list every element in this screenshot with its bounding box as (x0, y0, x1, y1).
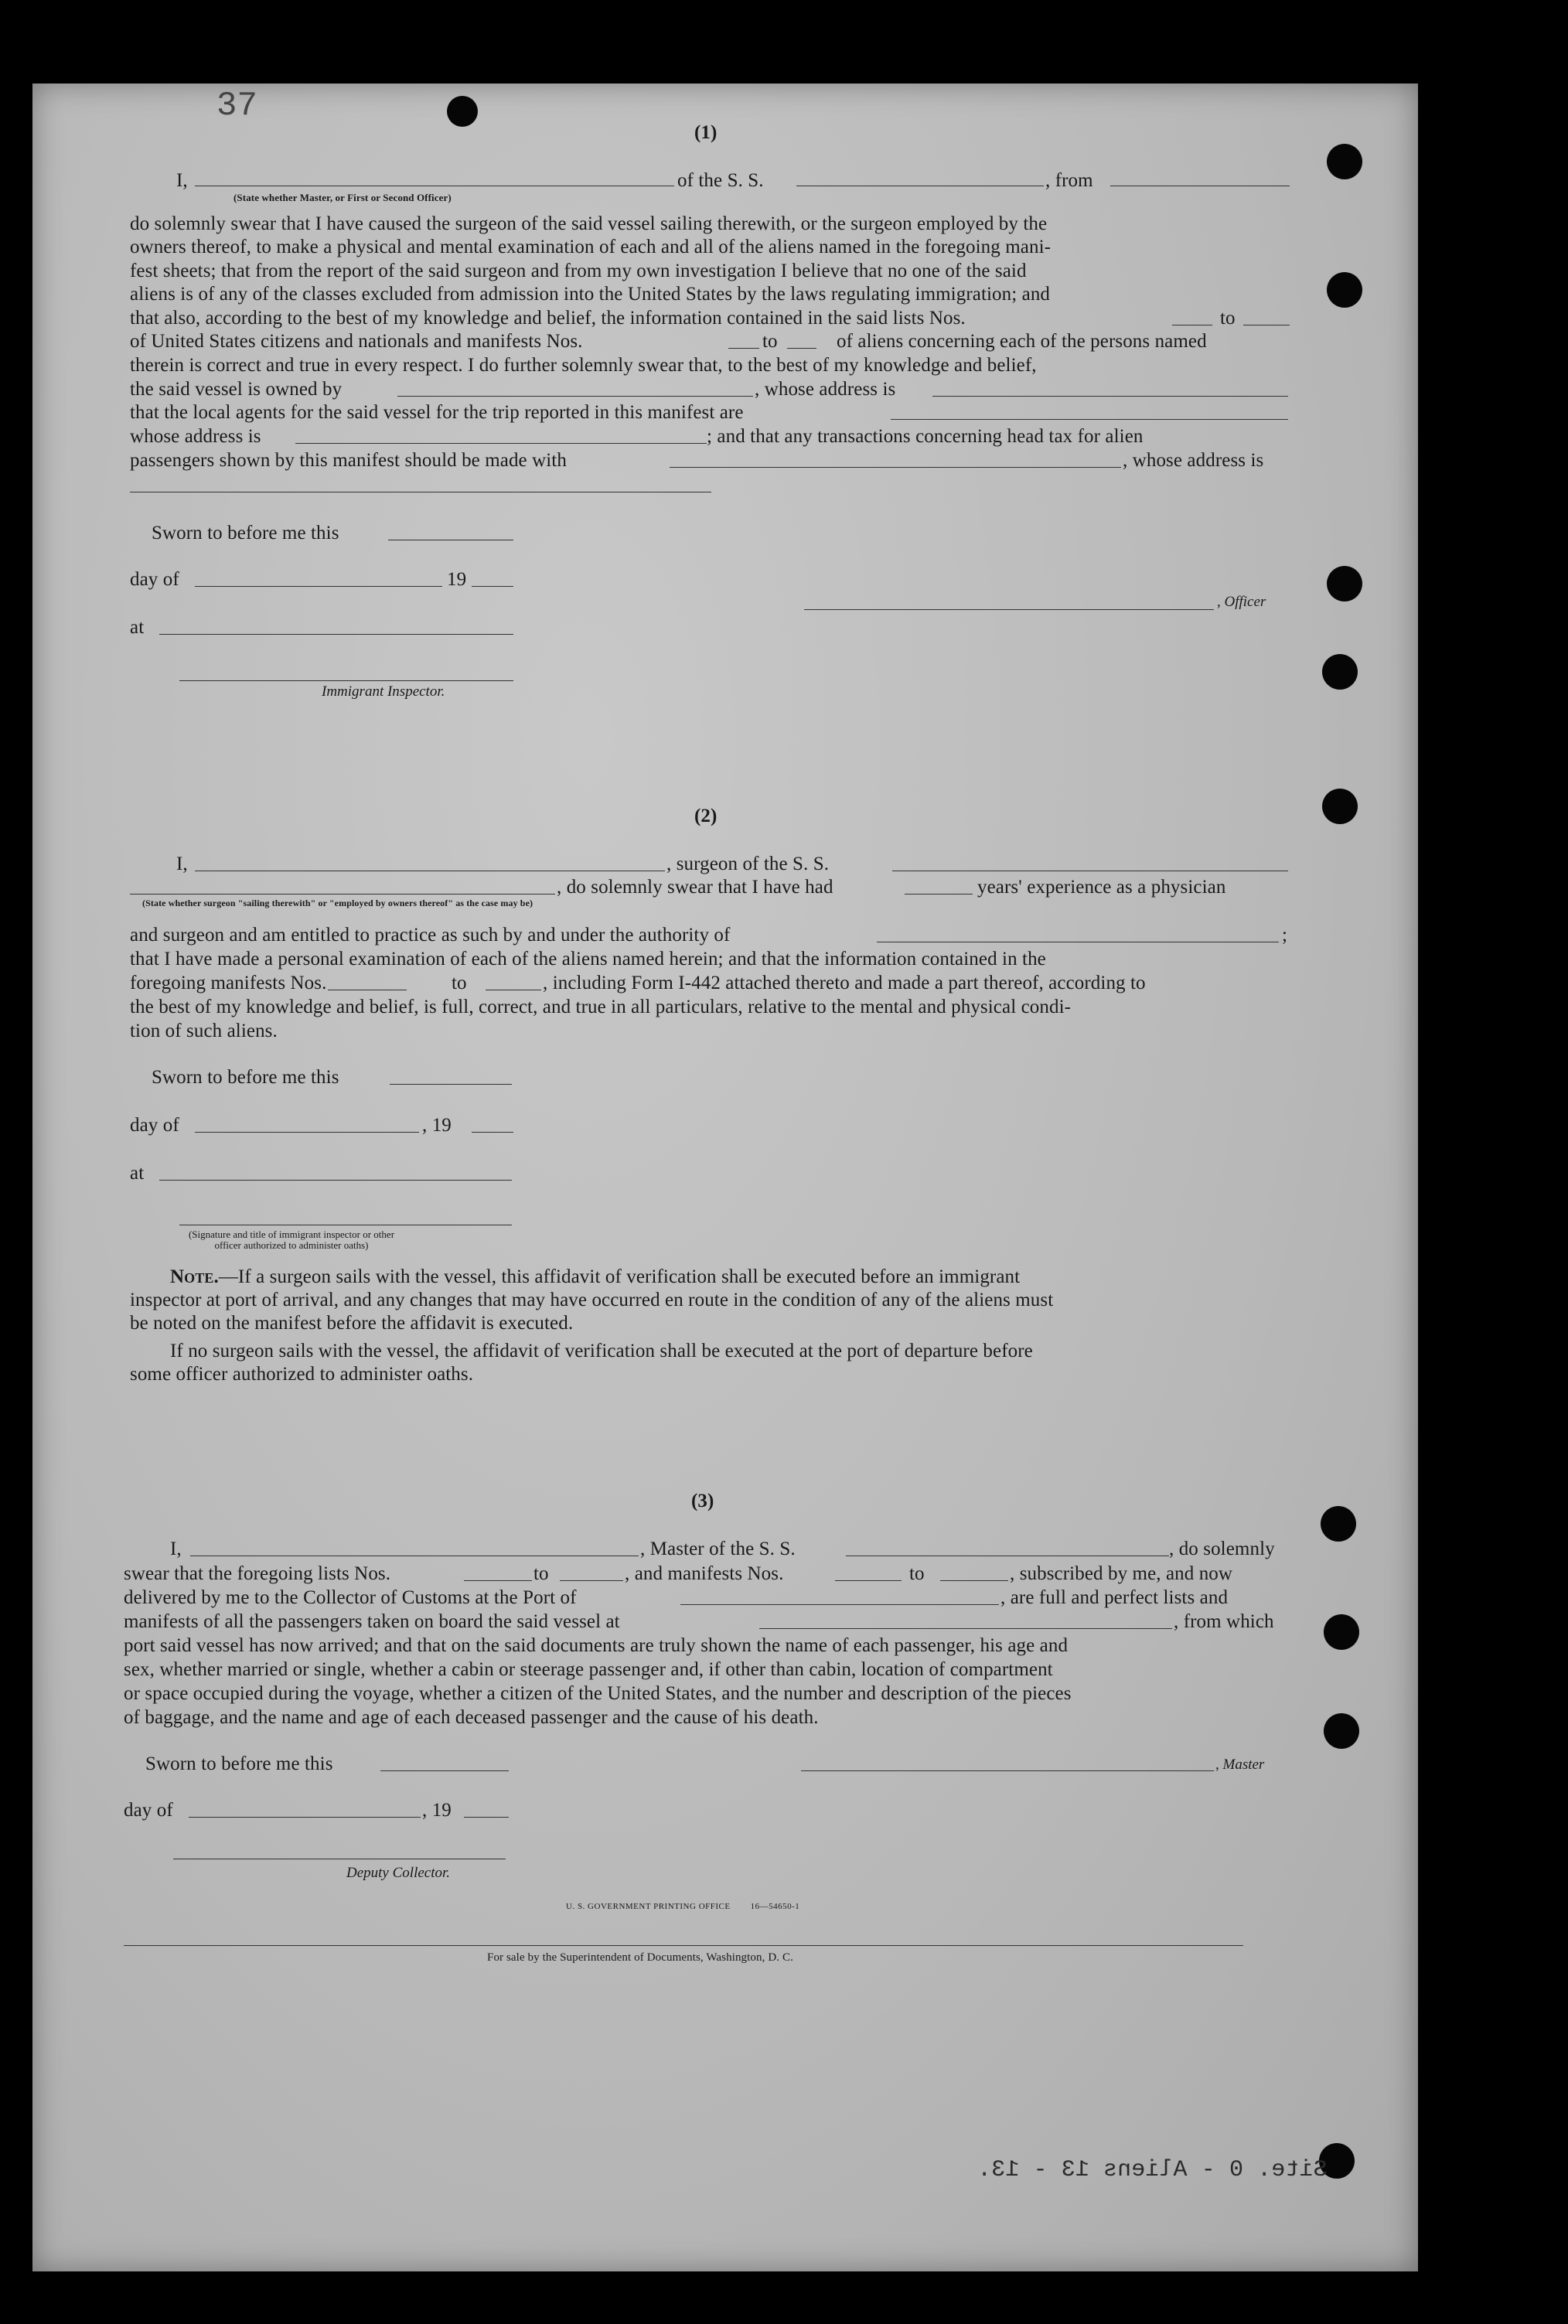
section-2-day-line (195, 1132, 419, 1133)
s3-lists-from-line (464, 1580, 532, 1581)
archive-stamp: Site. 0 - Aliens 13 - 13. (977, 2157, 1328, 2183)
note-line-4: If no surgeon sails with the vessel, the affidavit of verification shall be executed at the port of departure before (170, 1341, 1033, 1361)
manifests-to-line (787, 348, 816, 349)
note-line-5: some officer authorized to administer oaths. (130, 1364, 474, 1385)
section-2-including: , including Form I-442 attached thereto and made a part thereof, according to (543, 973, 1146, 993)
section-3-19: , 19 (422, 1800, 452, 1821)
section-3-number: (3) (691, 1491, 714, 1511)
section-1-whose-address: , whose address is (755, 379, 896, 400)
manifests-from-line (728, 348, 759, 349)
section-3-do-solemnly: , do solemnly (1169, 1539, 1275, 1559)
section-2-day-of: day of (130, 1115, 179, 1136)
s3-manifests-to-line (940, 1580, 1008, 1581)
year-line (472, 586, 513, 587)
section-1-to-2: to (762, 331, 778, 352)
section-2-line-5: tion of such aliens. (130, 1021, 278, 1041)
section-3-to-1: to (533, 1563, 549, 1584)
agents-address-line (295, 443, 707, 444)
owner-line (397, 396, 753, 397)
note-block (170, 1266, 1020, 1288)
section-3-from-which: , from which (1174, 1611, 1274, 1632)
section-2-i: I, (176, 854, 188, 874)
section-3-full-perfect: , are full and perfect lists and (1000, 1587, 1229, 1608)
section-3-and-manifests: , and manifests Nos. (625, 1563, 784, 1584)
section-1-line-1: do solemnly swear that I have caused the surgeon of the said vessel sailing therewith, or the surgeon employed by the (130, 213, 1048, 234)
binder-hole (1327, 272, 1362, 308)
section-2-surgeon-of: , surgeon of the S. S. (666, 854, 830, 874)
section-2-19: , 19 (422, 1115, 452, 1136)
s3-sworn-line (380, 1770, 509, 1771)
officer-signature-line (804, 609, 1214, 610)
binder-hole (1322, 789, 1358, 824)
binder-hole (1322, 654, 1358, 690)
section-1-caption: (State whether Master, or First or Second Officer) (233, 192, 452, 203)
section-1-line-5: that also, according to the best of my knowledge and belief, the information contained in the said lists Nos. (130, 308, 966, 329)
binder-hole (1324, 1614, 1359, 1650)
section-1-line-4: aliens is of any of the classes excluded from admission into the United States by the laws regulating immigration; and (130, 284, 1051, 305)
section-3-subscribed: , subscribed by me, and now (1010, 1563, 1233, 1584)
vessel-at-line (759, 1628, 1172, 1629)
section-2-at: at (130, 1163, 145, 1184)
section-3-day-of: day of (124, 1800, 173, 1821)
section-2-year-line (472, 1132, 513, 1133)
s3-day-line (189, 1817, 421, 1818)
section-3-to-2: to (909, 1563, 925, 1584)
section-1-i: I, (176, 170, 188, 191)
section-2-sworn: Sworn to before me this (152, 1067, 339, 1088)
note-lead: Note. (170, 1266, 219, 1287)
note-line-1: —If a surgeon sails with the vessel, this affidavit of verification shall be executed before an immigrant (218, 1266, 1021, 1287)
page-number-mark: 37 (216, 87, 258, 125)
section-1-to-1: to (1220, 308, 1236, 329)
section-2-years: years' experience as a physician (977, 877, 1226, 898)
section-3-line-6: or space occupied during the voyage, whether a citizen of the United States, and the number and description of the pieces (124, 1683, 1072, 1704)
port-line (680, 1604, 999, 1605)
section-3-i: I, (170, 1539, 182, 1559)
agents-line (891, 419, 1288, 420)
binder-hole (1324, 1713, 1359, 1749)
section-2-line-4: the best of my knowledge and belief, is full, correct, and true in all particulars, relative to the mental and physical condi- (130, 997, 1072, 1017)
section-3-line-2: delivered by me to the Collector of Customs at the Port of (124, 1587, 577, 1608)
s3-lists-to-line (560, 1580, 623, 1581)
section-3-deputy: Deputy Collector. (346, 1865, 451, 1881)
section-2-number: (2) (694, 806, 718, 826)
for-sale: For sale by the Superintendent of Documents, Washington, D. C. (487, 1951, 793, 1964)
section-1-line-10: whose address is (130, 426, 261, 447)
section-1-and-that: ; and that any transactions concerning head tax for alien (707, 426, 1144, 447)
section-1-day-of: day of (130, 569, 179, 590)
section-3-master: , Master (1215, 1757, 1265, 1773)
section-1-number: (1) (694, 122, 718, 143)
section-1-at: at (130, 617, 145, 638)
owner-address-line (932, 396, 1288, 397)
section-1-line-11: passengers shown by this manifest should be made with (130, 450, 567, 471)
authority-semicolon: ; (1282, 925, 1288, 946)
section-3-line-4: port said vessel has now arrived; and that on the said documents are truly shown the name of each passenger, his age and (124, 1635, 1069, 1656)
s3-year-line (464, 1817, 509, 1818)
binder-hole (1327, 144, 1362, 179)
master-signature-line (801, 1770, 1214, 1771)
section-1-of-ss: of the S. S. (677, 170, 764, 191)
surgeon-status-line (130, 894, 555, 895)
section-1-line-3: fest sheets; that from the report of the said surgeon and from my own investigation I believe that no one of the said (130, 261, 1027, 281)
section-1-line-2: owners thereof, to make a physical and mental examination of each and all of the aliens named in the foregoing mani- (130, 237, 1052, 257)
section-1-immigrant-inspector: Immigrant Inspector. (322, 683, 445, 700)
binder-hole (1327, 566, 1362, 601)
section-2-line-3: foregoing manifests Nos. (130, 973, 327, 993)
section-1-from: , from (1045, 170, 1093, 191)
day-of-line (195, 586, 442, 587)
section-1-line-6: of United States citizens and nationals and manifests Nos. (130, 331, 583, 352)
section-1-line-9: that the local agents for the said vessel for the trip reported in this manifest are (130, 402, 744, 423)
section-1-whose-address-is: , whose address is (1123, 450, 1264, 471)
binder-hole (1321, 1506, 1356, 1542)
section-3-line-3: manifests of all the passengers taken on board the said vessel at (124, 1611, 620, 1632)
section-2-line-1: and surgeon and am entitled to practice as such by and under the authority of (130, 925, 731, 946)
section-1-line-7: therein is correct and true in every respect. I do further solemnly swear that, to the best of my knowledge and belief, (130, 355, 1037, 376)
inspector-signature-line (179, 680, 513, 681)
head-tax-line (670, 467, 1121, 468)
section-3-sworn: Sworn to before me this (145, 1753, 333, 1774)
note-line-3: be noted on the manifest before the affidavit is executed. (130, 1313, 574, 1334)
section-3-line-5: sex, whether married or single, whether a cabin or steerage passenger and, if other than cabin, location of compartment (124, 1659, 1053, 1680)
section-2-to: to (452, 973, 467, 993)
section-2-do-solemnly: , do solemnly swear that I have had (557, 877, 833, 898)
punch-mark (447, 96, 478, 127)
section-2-caption: (State whether surgeon "sailing therewith" or "employed by owners thereof" as the case may be) (142, 898, 533, 908)
section-1-line-8: the said vessel is owned by (130, 379, 343, 400)
at-line (159, 634, 513, 635)
section-2-sig-caption: (Signature and title of immigrant inspector or other officer authorized to administer oaths) (188, 1228, 395, 1251)
section-3-line-7: of baggage, and the name and age of each deceased passenger and the cause of his death. (124, 1707, 819, 1728)
section-2-sworn-line (390, 1084, 512, 1085)
section-2-at-line (159, 1180, 512, 1181)
section-3-line-1: swear that the foregoing lists Nos. (124, 1563, 391, 1584)
printing-office: U. S. GOVERNMENT PRINTING OFFICE 16—54650-1 (566, 1902, 800, 1911)
section-1-officer: , Officer (1217, 594, 1266, 610)
years-line (905, 894, 973, 895)
section-1-of-aliens: of aliens concerning each of the persons named (837, 331, 1207, 352)
section-2-line-2: that I have made a personal examination of each of the aliens named herein; and that the information contained in the (130, 949, 1046, 969)
footer-rule (124, 1945, 1243, 1946)
note-line-2: inspector at port of arrival, and any changes that may have occurred en route in the condition of any of the aliens must (130, 1290, 1054, 1310)
s3-manifests-from-line (835, 1580, 902, 1581)
section-1-sworn: Sworn to before me this (152, 523, 339, 544)
section-3-master-of: , Master of the S. S. (640, 1539, 796, 1559)
section-1-19: 19 (447, 569, 467, 590)
